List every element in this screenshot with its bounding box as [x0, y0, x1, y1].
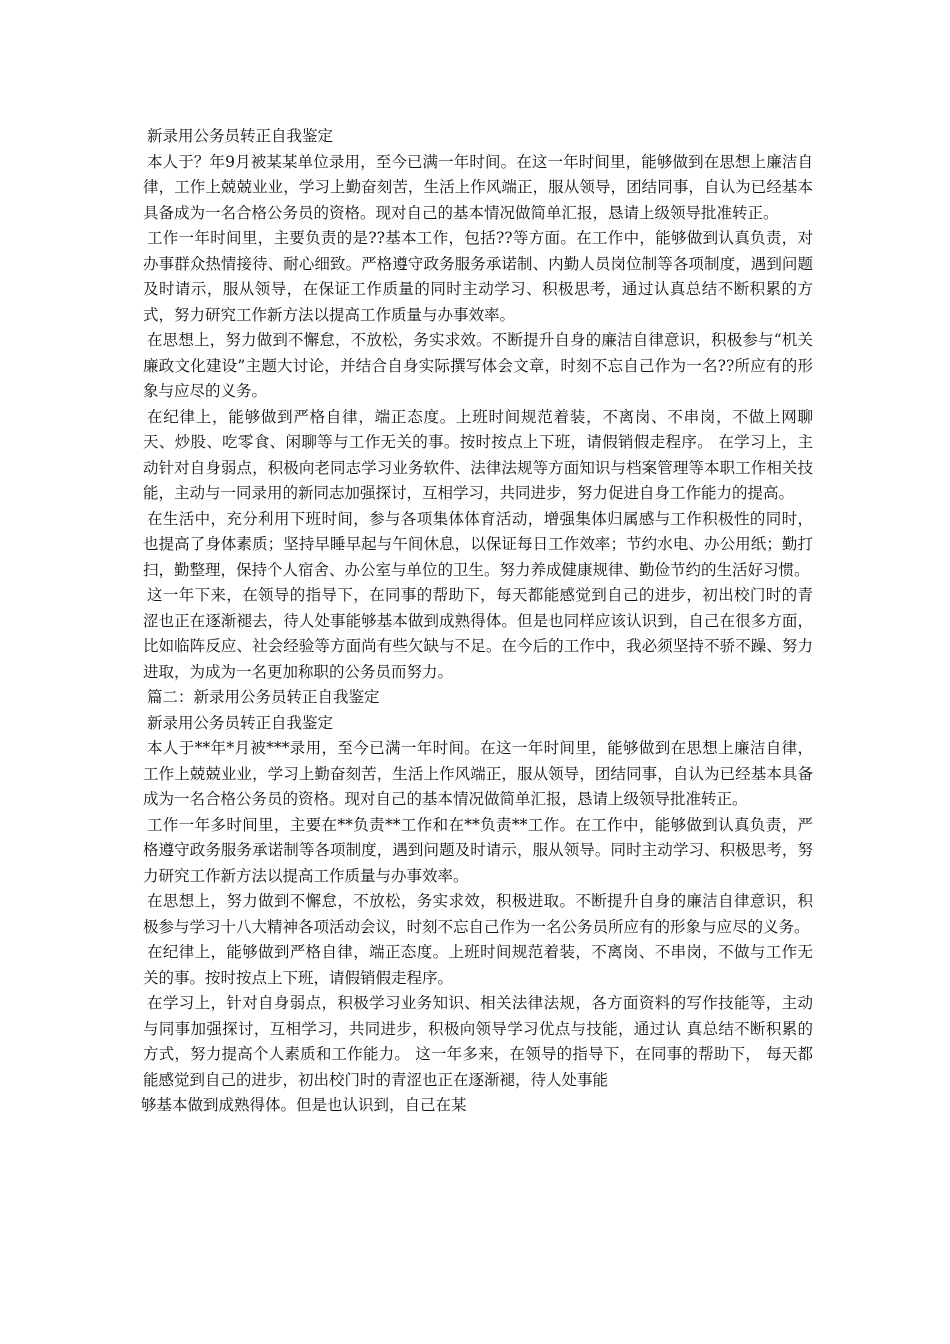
paragraph: 在思想上，努力做到不懈怠，不放松，务实求效，积极进取。不断提升自身的廉洁自律意识，积极参与学习十八大精神各项活动会议，时刻不忘自己作为一名公务员所应有的形象与应尽的义务。: [143, 892, 813, 936]
paragraph: 在生活中，充分利用下班时间，参与各项集体体育活动，增强集体归属感与工作积极性的同时，也提高了身体素质；坚持早睡早起与午间休息，以保证每日工作效率；节约水电、办公用纸；勤打扫，勤整理，保持个人宿舍、办公室与单位的卫生。努力养成健康规律、勤俭节约的生活好习惯。: [143, 509, 813, 579]
document-title: 新录用公务员转正自我鉴定: [147, 127, 334, 145]
paragraph: 在纪律上，能够做到严格自律，端正态度。上班时间规范着装，不离岗、不串岗，不做与工作无关的事。按时按点上下班，请假销假走程序。: [143, 943, 813, 987]
paragraph: 工作一年时间里，主要负责的是??基本工作，包括??等方面。在工作中，能够做到认真负责，对办事群众热情接待、耐心细致。严格遵守政务服务承诺制、内勤人员岗位制等各项制度，遇到问题及时请示，服从领导，在保证工作质量的同时主动学习、积极思考，通过认真总结不断积累的方式，努力研究工作新方法以提高工作质量与办事效率。: [143, 229, 813, 324]
paragraph: 工作一年多时间里，主要在**负责**工作和在**负责**工作。在工作中，能够做到认真负责，严格遵守政务服务承诺制等各项制度，遇到问题及时请示，服从领导。同时主动学习、积极思考，努力研究工作新方法以提高工作质量与办事效率。: [143, 815, 813, 885]
document-page: [143, 124, 813, 1119]
paragraph: 在学习上，针对自身弱点，积极学习业务知识、相关法律法规，各方面资料的写作技能等，主动与同事加强探讨，互相学习，共同进步，积极向领导学习优点与技能，通过认 真总结不断积累的方式，努力提高个人素质和工作能力。 这一年多来，在领导的指导下，在同事的帮助下， 每天都能感觉到自己的进步，初出校门时的青涩也正在逐渐褪，待人处事能: [143, 994, 813, 1089]
paragraph: 在纪律上，能够做到严格自律，端正态度。上班时间规范着装，不离岗、不串岗，不做上网聊天、炒股、吃零食、闲聊等与工作无关的事。按时按点上下班，请假销假走程序。 在学习上，主动针对自身弱点，积极向老同志学习业务软件、法律法规等方面知识与档案管理等本职工作相关技能，主动与一同录用的新同志加强探讨，互相学习，共同进步，努力促进自身工作能力的提高。: [143, 407, 813, 502]
paragraph: 在思想上，努力做到不懈怠，不放松，务实求效。不断提升自身的廉洁自律意识，积极参与“机关廉政文化建设”主题大讨论，并结合自身实际撰写体会文章，时刻不忘自己作为一名??所应有的形象与应尽的义务。: [143, 331, 813, 400]
section-title: 新录用公务员转正自我鉴定: [147, 713, 334, 732]
paragraph: 本人于？年9月被某某单位录用，至今已满一年时间。在这一年时间里，能够做到在思想上廉洁自律，工作上兢兢业业，学习上勤奋刻苦，生活上作风端正，服从领导，团结同事，自认为已经基本具备成为一名合格公务员的资格。现对自己的基本情况做简单汇报，恳请上级领导批准转正。: [143, 152, 813, 222]
paragraph: 这一年下来，在领导的指导下，在同事的帮助下，每天都能感觉到自己的进步，初出校门时的青涩也正在逐渐褪去，待人处事能够基本做到成熟得体。但是也同样应该认识到，自己在很多方面，比如临阵反应、社会经验等方面尚有些欠缺与不足。在今后的工作中，我必须坚持不骄不躁、努力进取，为成为一名更加称职的公务员而努力。: [143, 586, 813, 681]
paragraph: 本人于**年*月被***录用，至今已满一年时间。在这一年时间里，能够做到在思想上廉洁自律，工作上兢兢业业，学习上勤奋刻苦，生活上作风端正，服从领导，团结同事，自认为已经基本具备成为一名合格公务员的资格。现对自己的基本情况做简单汇报，恳请上级领导批准转正。: [143, 739, 813, 808]
paragraph-tail: 够基本做到成熟得体。但是也认识到，自己在某: [141, 1096, 467, 1114]
section-heading: 篇二：新录用公务员转正自我鉴定: [147, 688, 380, 706]
